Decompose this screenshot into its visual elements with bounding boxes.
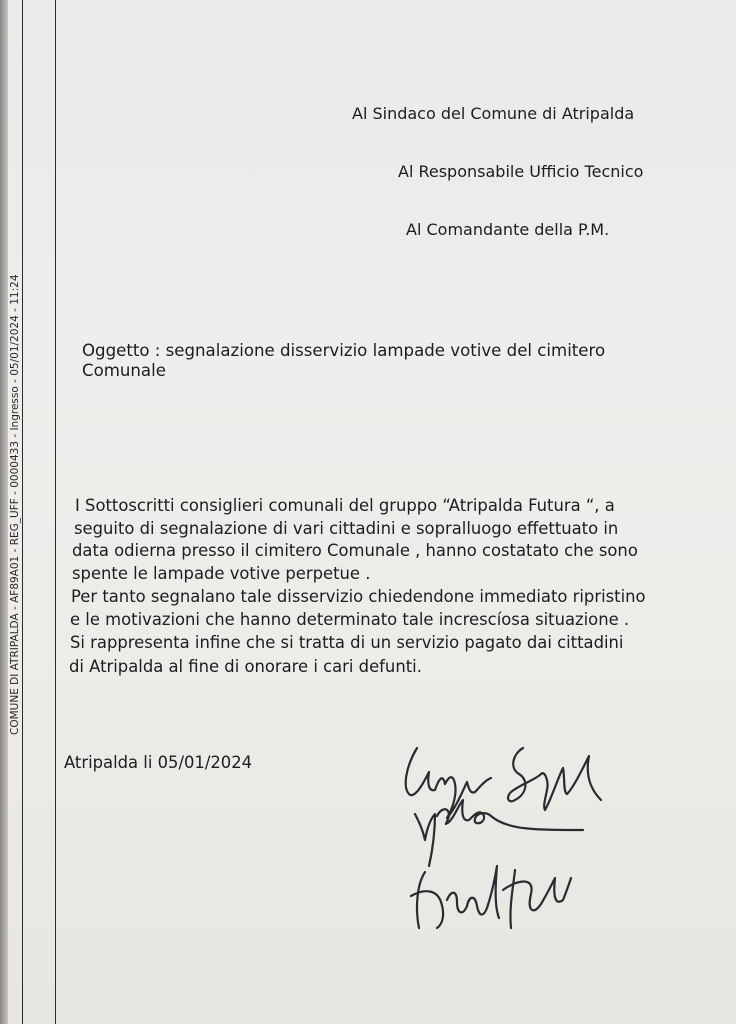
body-line: spente le lampade votive perpetue . <box>72 564 371 583</box>
recipient-police-commander: Al Comandante della P.M. <box>406 220 610 239</box>
handwritten-signatures <box>395 718 625 948</box>
body-line: Si rappresenta infine che si tratta di un servizio pagato dai cittadini <box>70 633 624 652</box>
subject-line-2: Comunale <box>82 361 166 380</box>
body-line: I Sottoscritti consiglieri comunali del gruppo “Atripalda Futura “, a <box>75 496 615 515</box>
recipient-mayor: Al Sindaco del Comune di Atripalda <box>352 104 635 123</box>
margin-line-inner <box>55 0 56 1024</box>
body-line: Per tanto segnalano tale disservizio chiedendone immediato ripristino <box>71 587 646 606</box>
body-line: e le motivazioni che hanno determinato tale increscíosa situazione . <box>70 610 630 629</box>
body-line: di Atripalda al fine di onorare i cari defunti. <box>69 657 422 676</box>
body-line: seguito di segnalazione di vari cittadini e sopralluogo effettuato in <box>74 519 619 538</box>
place-and-date: Atripalda li 05/01/2024 <box>64 753 253 772</box>
protocol-stamp: COMUNE DI ATRIPALDA - AF89A01 - REG_UFF - 0000433 - Ingresso - 05/01/2024 - 11:24 <box>9 274 21 735</box>
recipient-technical-office: Al Responsabile Ufficio Tecnico <box>398 162 644 181</box>
page-edge-shadow <box>0 0 8 1024</box>
margin-line-outer <box>22 0 23 1024</box>
body-line: data odierna presso il cimitero Comunale , hanno costatato che sono <box>72 541 638 560</box>
subject-line-1: Oggetto : segnalazione disservizio lampade votive del cimitero <box>82 341 606 360</box>
